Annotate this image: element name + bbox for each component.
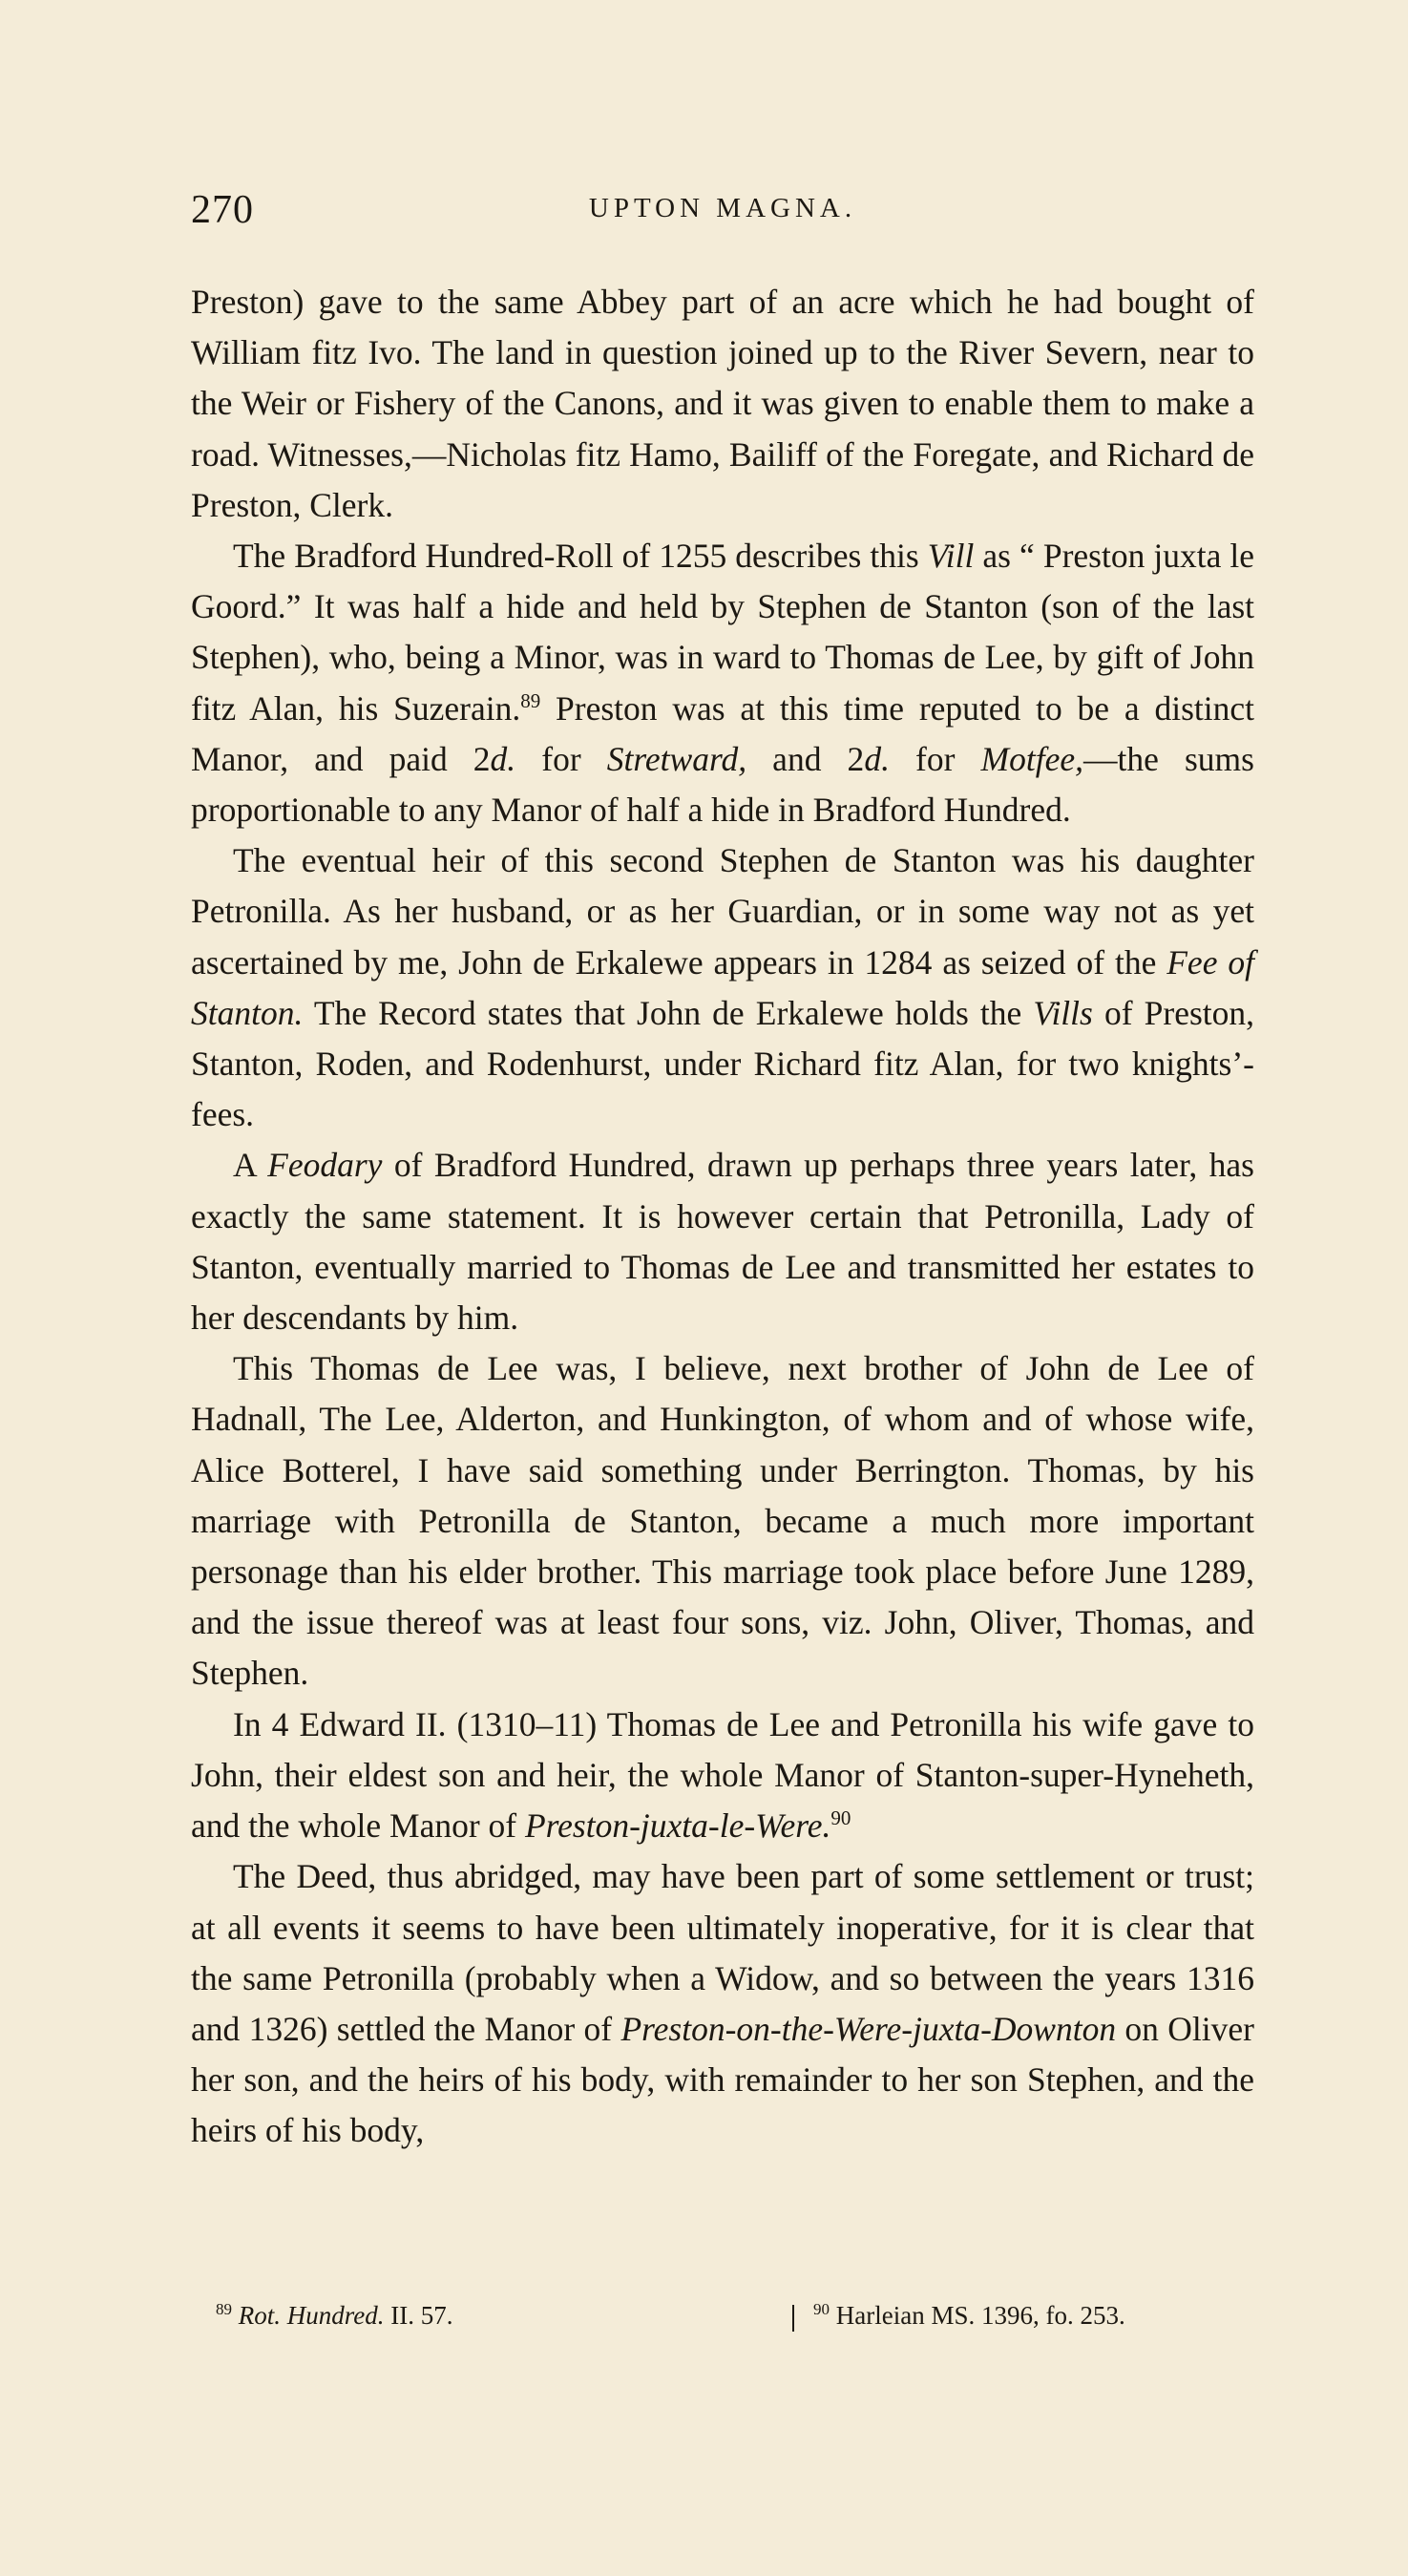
italic-text: Motfee, [980,739,1083,778]
footnote-source: Harleian MS. 1396, fo. 253. [835,2301,1125,2330]
paragraph [191,1343,1254,1699]
footnote-divider [792,2305,794,2332]
paragraph [191,1140,1254,1343]
footnote-number: 90 [813,2300,830,2318]
text-run: as “ Preston juxta le Goord.” It was half a hide and held by Stephen de Stanton (son of the last Stephen), who, being a Minor, was in ward to Thomas de Lee, by gift of John fitz Alan, his Suzerain. [191,537,1255,728]
text-run: for [889,739,981,778]
text-run: This Thomas de Lee was, I believe, next brother of John de Lee of Hadnall, The Lee, Alderton, and Hunkington, of whom and of whose wife, Alice Botterel, I have said something under Berrington. Thomas, by his marriage with Petronilla de Stanton, became a much more important personage than his elder brother. This marriage took place before June 1289, and the issue thereof was at least four sons, viz. John, Oliver, Thomas, and Stephen. [191,1349,1254,1693]
italic-text: Vill [927,537,975,576]
footnote-90 [813,2301,1125,2331]
text-run: —the sums proportionable to any Manor of half a hide in Bradford Hundred. [191,739,1254,830]
italic-text: Preston-juxta-le-Were. [524,1806,831,1846]
text-run: and 2 [746,739,865,778]
italic-text: Stretward, [606,739,747,778]
footnote-reference-marker: 90 [830,1806,851,1830]
paragraph [191,531,1254,835]
italic-text: Preston-on-the-Were-juxta-Downton [620,2009,1117,2048]
footnote-number: 89 [216,2300,232,2318]
italic-text: Vills [1033,993,1093,1032]
footnote-reference: II. 57. [384,2301,453,2330]
text-run: In 4 Edward II. (1310–11) Thomas de Lee and Petronilla his wife gave to John, their eldest son and heir, the whole Manor of Stanton-super-Hyneheth, and the whole Manor of [191,1704,1254,1846]
paragraph [191,1700,1254,1852]
text-run: of Preston, Stanton, Roden, and Rodenhurst, under Richard fitz Alan, for two knights’-fees. [191,993,1254,1134]
page-header [191,187,1254,244]
paragraph [191,1851,1254,2156]
italic-text: d. [490,739,516,778]
running-title: UPTON MAGNA. [588,193,857,223]
page-number: 270 [191,188,254,232]
footnotes [191,2301,1254,2339]
text-run: of Bradford Hundred, drawn up perhaps three years later, has exactly the same statement. It is however certain that Petronilla, Lady of Stanton, eventually married to Thomas de Lee and transmitted her estates to her descendants by him. [191,1146,1254,1338]
text-run: A [233,1146,268,1185]
text-run: on Oliver her son, and the heirs of his body, with remainder to her son Stephen, and the heirs of his body, [191,2009,1254,2150]
text-run: for [515,739,607,778]
body-text [191,277,1254,2157]
italic-text: Feodary [267,1146,383,1185]
paragraph [191,277,1254,531]
footnote-reference-marker: 89 [520,688,541,712]
text-run: The Deed, thus abridged, may have been part of some settlement or trust; at all events it seems to have been ultimately inoperative, for it is clear that the same Petronilla (probably when a Widow, and so between the years 1316 and 1326) settled the Manor of [191,1857,1254,2048]
text-run: The Bradford Hundred-Roll of 1255 describes this [233,537,928,576]
footnote-source: Rot. Hundred. [238,2301,385,2330]
text-run: The Record states that John de Erkalewe holds the [303,993,1034,1032]
text-run: The eventual heir of this second Stephen de Stanton was his daughter Petronilla. As her husband, or as her Guardian, or in some way not as yet ascertained by me, John de Erkalewe appears in 1284 as seized of the [191,841,1254,982]
italic-text: d. [864,739,890,778]
text-run: Preston was at this time reputed to be a distinct Manor, and paid 2 [191,688,1254,778]
text-run: Preston) gave to the same Abbey part of an acre which he had bought of William fitz Ivo. The land in question joined up to the River Severn, near to the Weir or Fishery of the Canons, and it was given to enable them to make a road. Witnesses,—Nicholas fitz Hamo, Bailiff of the Foregate, and Richard de Preston, Clerk. [191,283,1254,524]
italic-text: Fee of Stanton. [191,942,1254,1032]
paragraph [191,835,1254,1140]
footnote-89 [216,2301,452,2331]
